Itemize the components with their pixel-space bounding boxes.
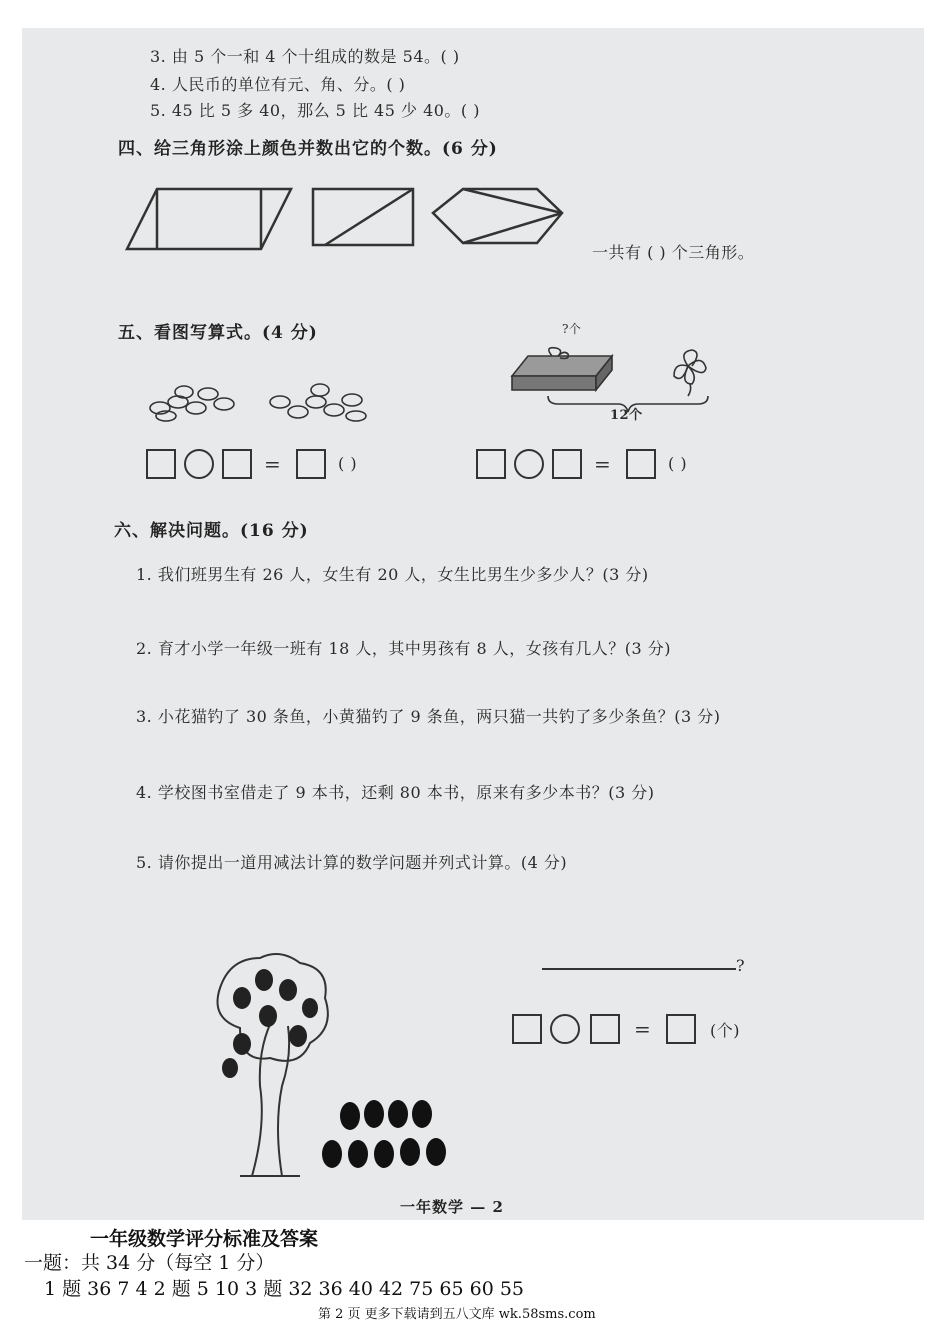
answer-box-5[interactable]: [552, 449, 582, 479]
answer-key-line-2: 1 题 36 7 4 2 题 5 10 3 题 32 36 40 42 75 65 60 55: [44, 1278, 525, 1300]
unit-blank-left: ( ): [338, 454, 358, 473]
answer-box-3[interactable]: [296, 449, 326, 479]
parallelogram-shape: [127, 189, 291, 249]
answer-box-1[interactable]: [146, 449, 176, 479]
problem-5: 5. 请你提出一道用减法计算的数学问题并列式计算。(4 分): [136, 853, 568, 872]
judge-item-3: 3. 由 5 个一和 4 个十组成的数是 54。( ): [150, 47, 460, 66]
triangle-figures: [117, 183, 577, 263]
judge-item-4: 4. 人民币的单位有元、角、分。( ): [150, 75, 406, 94]
equals-sign: =: [634, 1017, 651, 1041]
fruit-group: [322, 1100, 446, 1168]
clover-icon: [674, 350, 706, 396]
section-5-title: 五、看图写算式。(4 分): [118, 323, 318, 343]
problem-1: 1. 我们班男生有 26 人，女生有 20 人，女生比男生少多少人？(3 分): [136, 565, 649, 584]
equals-sign: =: [594, 452, 611, 476]
page-footer-label: 一年数学 — 2: [400, 1198, 504, 1216]
operator-circle-1[interactable]: [184, 449, 214, 479]
scanned-exam-page: [22, 28, 924, 1220]
problem-2: 2. 育才小学一年级一班有 18 人，其中男孩有 8 人，女孩有几人？(3 分): [136, 639, 671, 658]
fruit-tree-picture: [190, 948, 460, 1184]
operator-circle-3[interactable]: [550, 1014, 580, 1044]
answer-box-8[interactable]: [590, 1014, 620, 1044]
flower-groups-picture: [142, 376, 382, 426]
section-6-title: 六、解决问题。(16 分): [114, 521, 309, 541]
answer-key-title: 一年级数学评分标准及答案: [90, 1228, 319, 1250]
judge-item-5: 5. 45 比 5 多 40，那么 5 比 45 少 40。( ): [150, 101, 480, 120]
answer-box-2[interactable]: [222, 449, 252, 479]
answer-key-line-1: 一题：共 34 分（每空 1 分）: [24, 1252, 275, 1274]
operator-circle-2[interactable]: [514, 449, 544, 479]
brace-total-label: 12个: [610, 408, 643, 423]
unit-label: (个): [710, 1021, 740, 1040]
answer-box-4[interactable]: [476, 449, 506, 479]
answer-box-6[interactable]: [626, 449, 656, 479]
problem-4: 4. 学校图书室借走了 9 本书，还剩 80 本书，原来有多少本书？(3 分): [136, 783, 655, 802]
question-mark: ?: [736, 956, 746, 975]
gift-question-label: ?个: [562, 322, 582, 336]
answer-box-7[interactable]: [512, 1014, 542, 1044]
question-line: [542, 968, 736, 970]
section-4-title: 四、给三角形涂上颜色并数出它的个数。(6 分): [118, 139, 498, 159]
unit-blank-right: ( ): [668, 454, 688, 473]
problem-3: 3. 小花猫钓了 30 条鱼，小黄猫钓了 9 条鱼，两只猫一共钓了多少条鱼？(3 分): [136, 707, 721, 726]
download-note[interactable]: 第 2 页 更多下载请到五八文库 wk.58sms.com: [318, 1307, 596, 1322]
answer-box-9[interactable]: [666, 1014, 696, 1044]
triangle-count-answer: 一共有 ( ) 个三角形。: [592, 243, 755, 262]
equals-sign: =: [264, 452, 281, 476]
